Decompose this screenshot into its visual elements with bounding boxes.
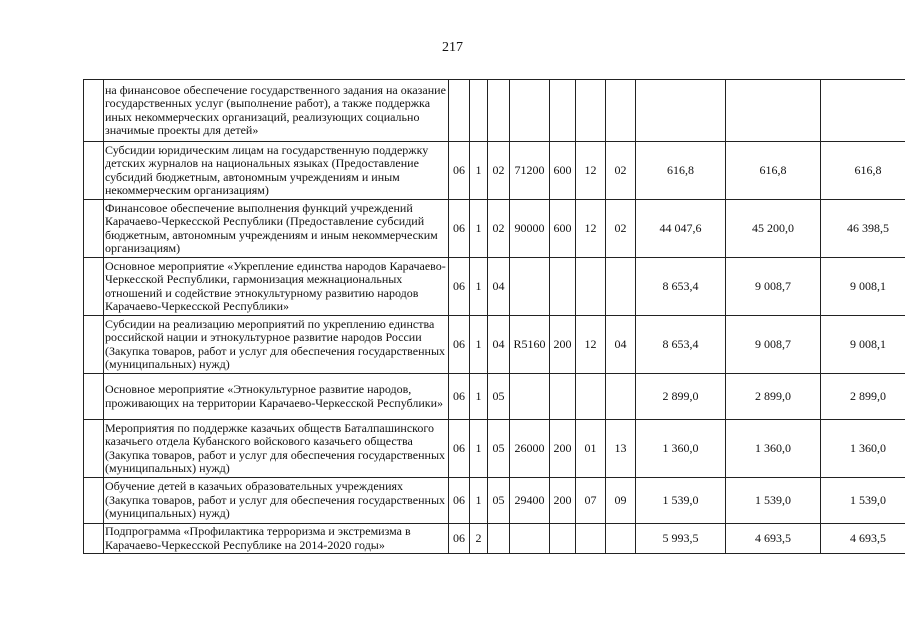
- expense-type-code: [550, 374, 576, 420]
- row-margin-cell: [84, 420, 104, 478]
- row-name: Субсидии юридическим лицам на государственную поддержку детских журналов на национальных языках (Предоставление субсидий бюджетным, автономным учреждениям и иным некоммерческим организациям): [104, 142, 449, 200]
- expense-type-code: [550, 258, 576, 316]
- expense-type-code: [550, 524, 576, 554]
- direction-code: [510, 524, 550, 554]
- activity-code: 05: [488, 374, 510, 420]
- section-code: 12: [576, 316, 606, 374]
- subprogram-code: 1: [470, 142, 488, 200]
- amount-year-1: 44 047,6: [636, 200, 726, 258]
- budget-table: [83, 79, 905, 554]
- row-name: на финансовое обеспечение государственного задания на оказание государственных услуг (выполнение работ), а также поддержка иных некоммерческих организаций, реализующих социально значимые проекты для детей»: [104, 80, 449, 142]
- activity-code: 04: [488, 258, 510, 316]
- subprogram-code: 1: [470, 200, 488, 258]
- section-code: [576, 374, 606, 420]
- amount-year-1: 8 653,4: [636, 316, 726, 374]
- row-margin-cell: [84, 478, 104, 524]
- subprogram-code: 1: [470, 258, 488, 316]
- amount-year-1: 616,8: [636, 142, 726, 200]
- row-margin-cell: [84, 316, 104, 374]
- amount-year-2: 9 008,7: [726, 258, 821, 316]
- row-name: Финансовое обеспечение выполнения функций учреждений Карачаево-Черкесской Республики (Предоставление субсидий бюджетным, автономным учреждениям и иным некоммерческим организациям): [104, 200, 449, 258]
- amount-year-3: 616,8: [821, 142, 905, 200]
- subprogram-code: 1: [470, 420, 488, 478]
- amount-year-3: 1 539,0: [821, 478, 905, 524]
- program-code: 06: [449, 316, 470, 374]
- program-code: 06: [449, 258, 470, 316]
- subprogram-code: [470, 80, 488, 142]
- subsection-code: [606, 374, 636, 420]
- row-margin-cell: [84, 524, 104, 554]
- amount-year-2: 4 693,5: [726, 524, 821, 554]
- section-code: [576, 80, 606, 142]
- amount-year-2: 616,8: [726, 142, 821, 200]
- direction-code: 26000: [510, 420, 550, 478]
- table-row: [84, 258, 905, 316]
- section-code: 07: [576, 478, 606, 524]
- row-margin-cell: [84, 374, 104, 420]
- amount-year-1: 5 993,5: [636, 524, 726, 554]
- table-row: [84, 200, 905, 258]
- amount-year-1: 8 653,4: [636, 258, 726, 316]
- direction-code: [510, 80, 550, 142]
- amount-year-3: 9 008,1: [821, 316, 905, 374]
- amount-year-2: 1 360,0: [726, 420, 821, 478]
- subsection-code: [606, 524, 636, 554]
- activity-code: 04: [488, 316, 510, 374]
- amount-year-3: 46 398,5: [821, 200, 905, 258]
- row-margin-cell: [84, 142, 104, 200]
- subsection-code: 02: [606, 200, 636, 258]
- row-margin-cell: [84, 258, 104, 316]
- direction-code: [510, 374, 550, 420]
- amount-year-2: 2 899,0: [726, 374, 821, 420]
- subprogram-code: 1: [470, 374, 488, 420]
- amount-year-2: 45 200,0: [726, 200, 821, 258]
- amount-year-1: [636, 80, 726, 142]
- activity-code: [488, 80, 510, 142]
- activity-code: 05: [488, 478, 510, 524]
- expense-type-code: 600: [550, 200, 576, 258]
- subprogram-code: 2: [470, 524, 488, 554]
- amount-year-3: 9 008,1: [821, 258, 905, 316]
- page-number: 217: [442, 40, 463, 55]
- amount-year-2: [726, 80, 821, 142]
- subprogram-code: 1: [470, 316, 488, 374]
- direction-code: R5160: [510, 316, 550, 374]
- program-code: 06: [449, 524, 470, 554]
- amount-year-2: 9 008,7: [726, 316, 821, 374]
- row-name: Основное мероприятие «Укрепление единства народов Карачаево-Черкесской Республики, гармонизация межнациональных отношений и содействие этнокультурному развитию народов Карачаево-Черкесской Республики»: [104, 258, 449, 316]
- row-name: Основное мероприятие «Этнокультурное развитие народов, проживающих на территории Карачаево-Черкесской Республики»: [104, 374, 449, 420]
- table-row: [84, 142, 905, 200]
- row-margin-cell: [84, 200, 104, 258]
- amount-year-3: 1 360,0: [821, 420, 905, 478]
- subsection-code: 09: [606, 478, 636, 524]
- subsection-code: [606, 258, 636, 316]
- direction-code: 71200: [510, 142, 550, 200]
- amount-year-2: 1 539,0: [726, 478, 821, 524]
- subsection-code: [606, 80, 636, 142]
- section-code: 01: [576, 420, 606, 478]
- row-margin-cell: [84, 80, 104, 142]
- amount-year-1: 1 360,0: [636, 420, 726, 478]
- program-code: 06: [449, 478, 470, 524]
- subprogram-code: 1: [470, 478, 488, 524]
- row-name: Подпрограмма «Профилактика терроризма и экстремизма в Карачаево-Черкесской Республике на 2014-2020 годы»: [104, 524, 449, 554]
- direction-code: 90000: [510, 200, 550, 258]
- subsection-code: 04: [606, 316, 636, 374]
- direction-code: 29400: [510, 478, 550, 524]
- program-code: 06: [449, 200, 470, 258]
- row-name: Обучение детей в казачьих образовательных учреждениях (Закупка товаров, работ и услуг для обеспечения государственных (муниципальных) нужд): [104, 478, 449, 524]
- direction-code: [510, 258, 550, 316]
- section-code: [576, 258, 606, 316]
- amount-year-1: 2 899,0: [636, 374, 726, 420]
- amount-year-3: [821, 80, 905, 142]
- activity-code: 02: [488, 142, 510, 200]
- row-name: Субсидии на реализацию мероприятий по укреплению единства российской нации и этнокультурное развитие народов России (Закупка товаров, работ и услуг для обеспечения государственных (муниципальных) нужд): [104, 316, 449, 374]
- section-code: 12: [576, 200, 606, 258]
- table-row: [84, 524, 905, 554]
- subsection-code: 02: [606, 142, 636, 200]
- activity-code: 05: [488, 420, 510, 478]
- row-name: Мероприятия по поддержке казачьих обществ Баталпашинского казачьего отдела Кубанского войскового казачьего общества (Закупка товаров, работ и услуг для обеспечения государственных (муниципальных) нужд): [104, 420, 449, 478]
- table-row: [84, 420, 905, 478]
- expense-type-code: 200: [550, 420, 576, 478]
- amount-year-1: 1 539,0: [636, 478, 726, 524]
- amount-year-3: 2 899,0: [821, 374, 905, 420]
- program-code: 06: [449, 374, 470, 420]
- activity-code: 02: [488, 200, 510, 258]
- table-row: [84, 478, 905, 524]
- program-code: [449, 80, 470, 142]
- expense-type-code: 200: [550, 478, 576, 524]
- table-body: [84, 80, 905, 554]
- section-code: [576, 524, 606, 554]
- table-row: [84, 374, 905, 420]
- section-code: 12: [576, 142, 606, 200]
- expense-type-code: 600: [550, 142, 576, 200]
- table-row: [84, 80, 905, 142]
- subsection-code: 13: [606, 420, 636, 478]
- table-row: [84, 316, 905, 374]
- program-code: 06: [449, 420, 470, 478]
- expense-type-code: 200: [550, 316, 576, 374]
- amount-year-3: 4 693,5: [821, 524, 905, 554]
- program-code: 06: [449, 142, 470, 200]
- activity-code: [488, 524, 510, 554]
- expense-type-code: [550, 80, 576, 142]
